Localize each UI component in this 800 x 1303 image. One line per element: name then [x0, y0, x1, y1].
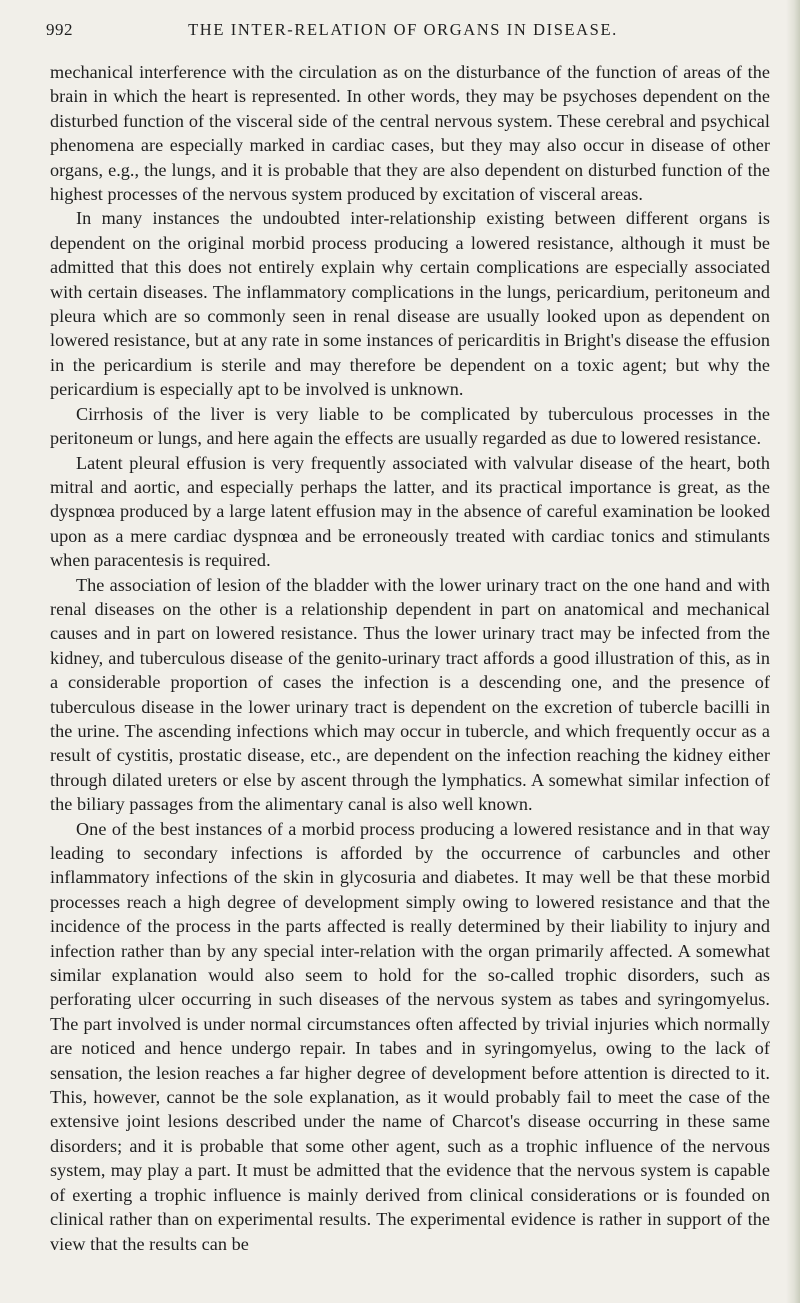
paragraph-2: In many instances the undoubted inter-relationship existing between different organs is dependent on the original morbid process producing a lowered resistance, although it must be admitted that this does not entirely explain why certain complications are especially associated with certain diseases. The inflammatory complications in the lungs, pericardium, peritoneum and pleura which are so commonly seen in renal disease are usually looked upon as dependent on lowered resistance, but at any rate in some instances of pericarditis in Bright's disease the effusion in the pericardium is sterile and may therefore be dependent on a toxic agent; but why the pericardium is especially apt to be involved is unknown.: [50, 208, 770, 400]
paragraph-4: Latent pleural effusion is very frequently associated with valvular disease of the heart, both mitral and aortic, and especially perhaps the latter, and its practical importance is great, as the dyspnœa produced by a large latent effusion may in the absence of careful examination be looked upon as a mere cardiac dyspnœa and be erroneously treated with cardiac tonics and stimulants when paracentesis is required.: [50, 452, 770, 571]
page-header: [46, 20, 760, 48]
paragraph-3: Cirrhosis of the liver is very liable to be complicated by tuberculous processes in the peritoneum or lungs, and here again the effects are usually regarded as due to lowered resistance.: [50, 403, 770, 449]
page-number: 992: [46, 20, 73, 39]
paragraph-5: The association of lesion of the bladder with the lower urinary tract on the one hand and with renal diseases on the other is a relationship dependent in part on anatomical and mechanical causes and in part on lowered resistance. Thus the lower urinary tract may be infected from the kidney, and tuberculous disease of the genito-urinary tract affords a good illustration of this, as in a considerable proportion of cases the infection is a descending one, and the presence of tuberculous disease in the lower urinary tract is dependent on the excretion of tubercle bacilli in the urine. The ascending infections which may occur in tubercle, and which frequently occur as a result of cystitis, prostatic disease, etc., are dependent on the infection reaching the kidney either through dilated ureters or else by ascent through the lymphatics. A somewhat similar infection of the biliary passages from the alimentary canal is also well known.: [50, 574, 770, 815]
paragraph-6: One of the best instances of a morbid process producing a lowered resistance and in that way leading to secondary infections is afforded by the occurrence of carbuncles and other inflammatory infections of the skin in glycosuria and diabetes. It may well be that these morbid processes reach a high degree of development simply owing to lowered resistance and that the incidence of the process in the parts affected is really determined by their liability to injury and infection rather than by any special inter-relation with the organ primarily affected. A somewhat similar explanation would also seem to hold for the so-called trophic disorders, such as perforating ulcer occurring in such diseases of the nervous system as tabes and syringomyelus. The part involved is under normal circumstances often affected by trivial injuries which normally are noticed and hence undergo repair. In tabes and in syringomyelus, owing to the lack of sensation, the lesion reaches a far higher degree of development before attention is directed to it. This, however, cannot be the sole explanation, as it would probably fail to meet the case of the extensive joint lesions described under the name of Charcot's disease occurring in these same disorders; and it is probable that some other agent, such as a trophic influence of the nervous system, may play a part. It must be admitted that the evidence that the nervous system is capable of exerting a trophic influence is mainly derived from clinical considerations or is founded on clinical rather than on experimental results. The experimental evidence is rather in support of the view that the results can be: [50, 818, 770, 1254]
body-text: [50, 60, 770, 1256]
page-edge-shadow: [786, 0, 800, 1303]
paragraph-1: mechanical interference with the circulation as on the disturbance of the function of areas of the brain in which the heart is represented. In other words, they may be psychoses dependent on the disturbed function of the visceral side of the central nervous system. These cerebral and psychical phenomena are especially marked in cardiac cases, but they may also occur in disease of other organs, e.g., the lungs, and it is probable that they are also dependent on disturbed function of the highest processes of the nervous system produced by excitation of visceral areas.: [50, 62, 770, 205]
running-head: THE INTER-RELATION OF ORGANS IN DISEASE.: [188, 20, 618, 39]
